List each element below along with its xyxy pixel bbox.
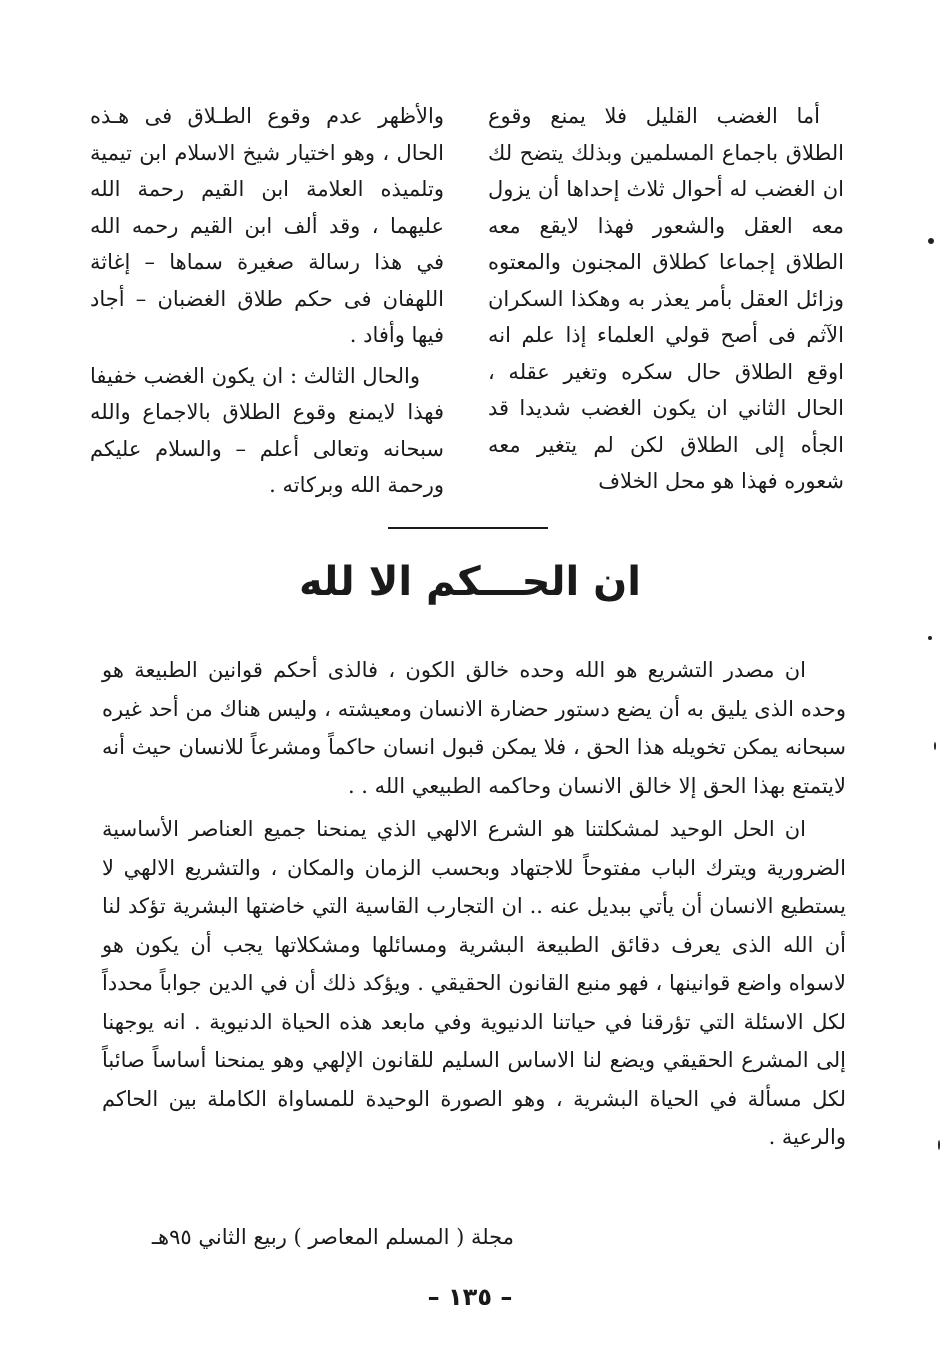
scan-speck-icon	[928, 636, 932, 640]
left-column-paragraph-1: والأظهر عدم وقوع الطـلاق فى هـذه الحال ، وهو اختيار شيخ الاسلام ابن تيمية وتلميذه العلامة ابن القيم رحمة الله عليهما ، وقد ألف ابن القيم رحمه الله في هذا رسالة صغيرة سماها – إغاثة اللهفان فى حكم طلاق الغضبان – أجاد فيها وأفاد .	[90, 104, 444, 347]
left-column	[90, 98, 444, 504]
scan-speck-icon	[928, 238, 934, 244]
section-divider	[388, 527, 548, 529]
left-column-paragraph-2: والحال الثالث : ان يكون الغضب خفيفا فهذا لايمنع وقوع الطلاق بالاجماع والله سبحانه وتعالى أعلم – والسلام عليكم ورحمة الله وبركاته .	[90, 363, 444, 497]
article-paragraph-2: ان الحل الوحيد لمشكلتنا هو الشرع الالهي الذي يمنحنا جميع العناصر الأساسية الضرورية ويترك الباب مفتوحاً للاجتهاد وبحسب الزمان والمكان ، والتشريع الالهي لا يستطيع الانسان أن يأتي ببديل عنه .. ان التجارب القاسية التي خاضتها البشرية تؤكد لنا أن الله الذى يعرف دقائق الطبيعة البشرية ومسائلها ومشكلاتها يجب أن يكون هو لاسواه واضع قوانينها ، فهو منبع القانون الحقيقي . ويؤكد ذلك أن في الدين جواباً محدداً لكل الاسئلة التي تؤرقنا في حياتنا الدنيوية وفي مابعد هذه الحياة الدنيوية . انه يوجهنا إلى المشرع الحقيقي ويضع لنا الاساس السليم للقانون الإلهي وهو يمنحنا أساساً صائباً لكل مسألة في الحياة البشرية ، وهو الصورة الوحيدة للمساواة الكاملة بين الحاكم والرعية .	[102, 817, 846, 1149]
scan-speck-icon	[934, 742, 936, 750]
right-column	[488, 98, 844, 500]
article-title: ان الحـــكم الا لله	[299, 559, 641, 605]
source-citation: مجلة ( المسلم المعاصر ) ربيع الثاني ٩٥هـ	[151, 1225, 514, 1249]
right-column-paragraph: أما الغضب القليل فلا يمنع وقوع الطلاق باجماع المسلمين وبذلك يتضح لك ان الغضب له أحوال ثلاث إحداها أن يزول معه العقل والشعور فهذا لايقع معه الطلاق إجماعا كطلاق المجنون والمعتوه وزائل العقل بأمر يعذر به وهكذا السكران الآثم فى أصح قولي العلماء إذا علم انه اوقع الطلاق حال سكره وتغير عقله ، الحال الثاني ان يكون الغضب شديدا قد الجأه إلى الطلاق لكن لم يتغير معه شعوره فهذا هو محل الخلاف	[488, 104, 844, 493]
page-number: – ١٣٥ –	[427, 1283, 513, 1311]
article-paragraph-1: ان مصدر التشريع هو الله وحده خالق الكون ، فالذى أحكم قوانين الطبيعة هو وحده الذى يليق به أن يضع دستور حضارة الانسان ومعيشته ، وليس هناك من أحد غيره سبحانه يمكن تخويله هذا الحق ، فلا يمكن قبول انسان حاكماً ومشرعاً للانسان حيث أنه لايتمتع بهذا الحق إلا خالق الانسان وحاكمه الطبيعي الله . .	[102, 658, 846, 798]
article-body	[102, 651, 846, 1157]
